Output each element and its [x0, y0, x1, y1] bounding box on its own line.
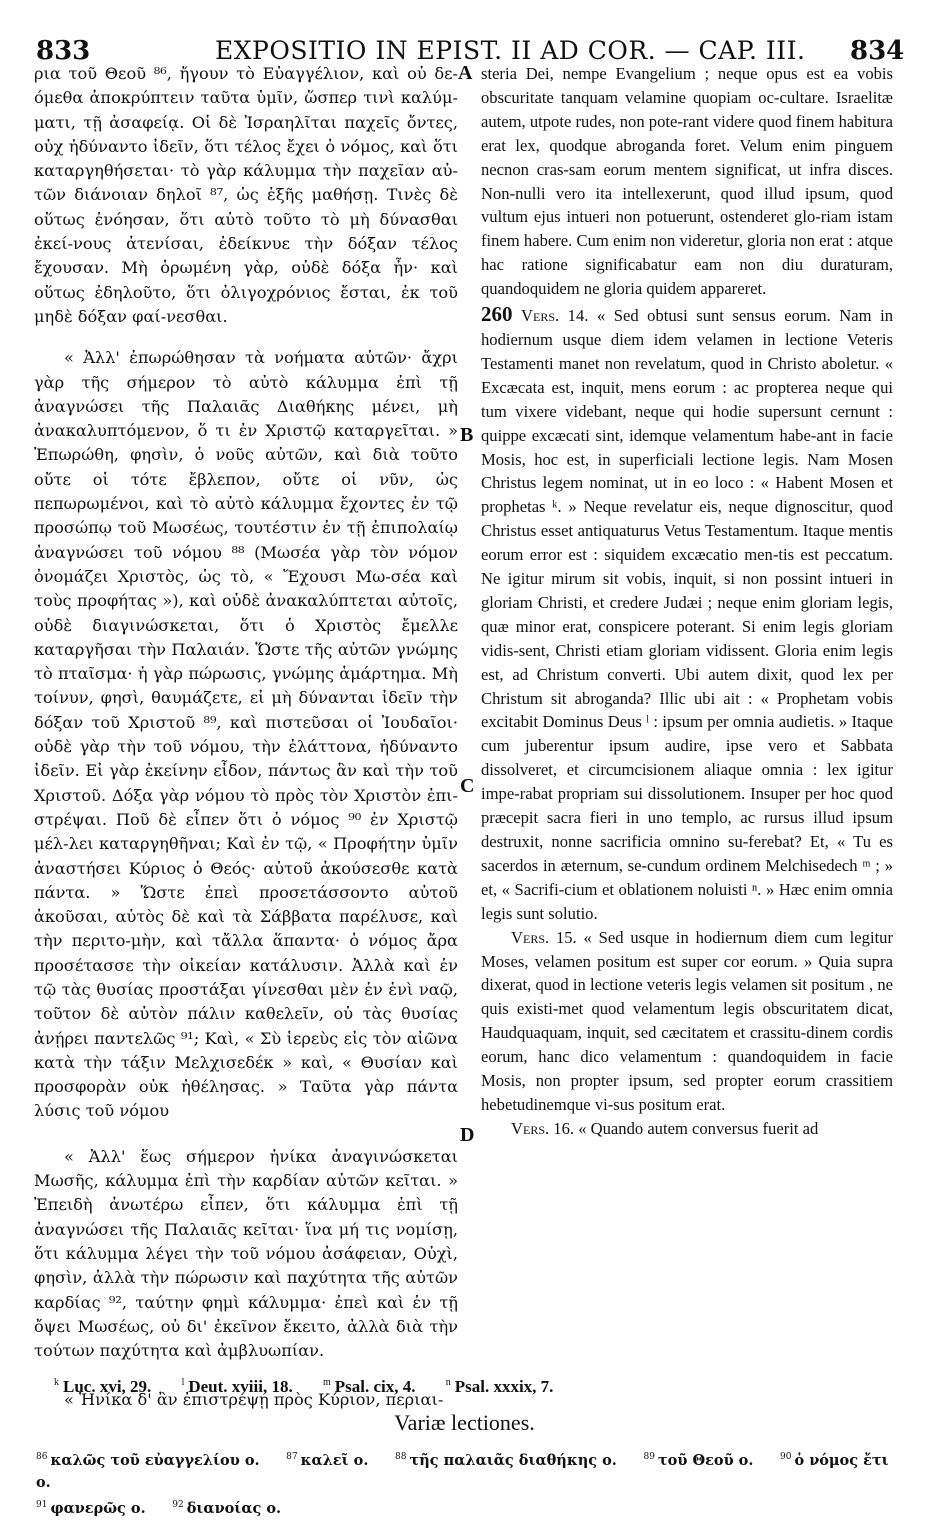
variant: $^{89}$ τοῦ Θεοῦ ο. [643, 1451, 754, 1469]
footnote: $^m$ Psal. cix, 4. [322, 1377, 416, 1396]
greek-paragraph-4: « Ἡνίκα δ' ἂν ἐπιστρέψῃ πρὸς Κύριον, περιαι- [64, 1390, 444, 1410]
footnote: $^l$ Deut. xviii, 18. [181, 1377, 293, 1396]
verse-label-16: Vers. 16. [511, 1118, 575, 1138]
variant: $^{86}$ καλῶς τοῦ εὐαγγελίου ο. [36, 1451, 260, 1469]
greek-paragraph-2: « Ἀλλ' ἐπωρώθησαν τὰ νοήματα αὐτῶν· ἄχρι γὰρ τῆς σήμερον τὸ αὐτὸ κάλυμμα ἐπὶ τῇ ἀναγνώσει τῆς Παλαιᾶς Διαθήκης μένει, μὴ ἀνακαλυπτόμενον, ὅ τι ἐν Χριστῷ καταργεῖται. » Ἐπωρώθη, φησὶν, ὁ νοῦς αὐτῶν, καὶ διὰ τοῦτο οὔτε οἱ τότε ἔβλεπον, οὔτε οἱ νῦν, ὡς πεπωρωμένοι, καὶ τὸ αὐτὸ κάλυμμα ἔχοντες ἐν τῷ προσώπῳ τοῦ Μωσέως, τουτέστιν ἐν τῇ ἐπιπολαίῳ ἀναγνώσει τοῦ νόμου ⁸⁸ (Μωσέα γὰρ τὸν νόμον ὀνομάζει Χριστὸς, ὡς τὸ, « Ἔχουσι Μω-σέα καὶ τοὺς προφήτας »), καὶ οὐδὲ ἀνακαλύπτεται αὐτοῖς, οὐδὲ διαγινώσκεται, ὅτι ὁ Χριστὸς ἔμελλε καταργῆσαι τὴν Παλαιάν. Ὥστε τῆς αὐτῶν γνώμης τὸ πταῖσμα· ἡ γὰρ πώρωσις, γνώμης ἁμάρτημα. Μὴ τοίνυν, φησὶ, θαυμάζετε, εἰ μὴ δύνανται ἰδεῖν τὴν δόξαν τοῦ Χριστοῦ ⁸⁹, καὶ πιστεῦσαι οἱ Ἰουδαῖοι· οὐδὲ γὰρ τὴν τοῦ νόμου, τὴν ἐλάττονα, ἠδύναντο ἰδεῖν. Εἰ γὰρ ἐκείνην εἶδον, πάντως ἂν καὶ τὴν τοῦ Χριστοῦ. Δόξα γὰρ νόμου τὸ πρὸς τὸν Χριστὸν ἐπι-στρέψαι. Ποῦ δὲ εἶπεν ὅτι ὁ νόμος ⁹⁰ ἐν Χριστῷ μέλ-λει καταργηθῆναι; Καὶ ἐν τῷ, « Προφήτην ὑμῖν ἀναστήσει Κύριος ὁ Θεός· αὐτοῦ ἀκούσεσθε κατὰ πάντα. » Ὥστε ἐπεὶ προσετάσσοντο αὐτοῦ ἀκοῦσαι, αὐτὸς δὲ καὶ τὰ Σάββατα παρέλυσε, καὶ τὴν περιτο-μὴν, καὶ τἄλλα ἅπαντα· ὁ νόμος ἄρα προσέτασσε τὴν οἰκείαν κατάλυσιν. Ἀλλὰ καὶ ἐν τῷ τὰς θυσίας προστάξαι γίνεσθαι μὲν ἐν ἑνὶ ναῷ, τοῦτον δὲ αὐτὸν πάλιν καθελεῖν, οὐ τὰς θυσίας ἀνῄρει παντελῶς ⁹¹; Καὶ, « Σὺ ἱερεὺς εἰς τὸν αἰῶνα κατὰ τὴν τάξιν Μελχισεδέκ » καὶ, « Θυσίαν καὶ προσφορὰν οὐκ ἠθέλησας. » Ταῦτα γὰρ πάντα λύσις τοῦ νόμου [34, 348, 458, 1121]
footnotes [54, 1377, 904, 1397]
latin-paragraph-2-text: « Sed obtusi sunt sensus eorum. Nam in hodiernum usque diem idem velamen in lectione Veteris Testamenti manet non revelatum, quod in Christo aboletur. « Excæcata est, inquit, mens eorum : ac propterea neque qui tum vixere videbant, neque qui hodie supersunt cernunt : quippe excæcati sint, idemque velamentum habe-ant in facie Mosis, hoc est, in superficiali lectione legis. Nam Mosen Christus legem nominat, ut in eo loco : « Habent Mosen et prophetas ᵏ. » Neque revelatur eis, neque dignoscitur, quod Christus esset antiquaturus Vetus Testamentum. Itaque mentis eorum error est : siquidem excæcatio men-tis est peccatum. Ne igitur mirum sit vobis, inquit, si non possint intueri in gloriam Christi, et credere Judæi ; neque enim gloriam legis, quæ minor erat, conspicere poterant. Si enim legis gloriam vidis-sent, Christi etiam gloriam vidissent. Gloria enim legis est, ad Christum converti. Ubi autem dixit, quod lex per Christum sit abroganda? Illic ubi ait : « Prophetam vobis excitabit Dominus Deus ˡ : ipsum per omnia audietis. » Itaque cum juberentur ipsum audire, ipse vero et Sabbata dissolveret, et circumcisionem aliaque omnia : lex igitur impe-rabat propriam sui dissolutionem. Insuper per hoc quod præcepit sacra fieri in uno templo, ac rursus illud ipsum destruxit, nonne sacrificia omnino su-ferebat? Et, « Tu es sacerdos in æternum, se-cundum ordinem Melchisedech ᵐ ; » et, « Sacrifi-cium et oblationem noluisti ⁿ. » Hæc enim omnia legis sunt solutio. [481, 306, 893, 923]
latin-paragraph-2 [481, 303, 893, 926]
latin-paragraph-4 [481, 1117, 893, 1141]
page-number-right: 834 [850, 36, 905, 66]
page-number-left: 833 [36, 36, 91, 66]
margin-marker-b: B [460, 424, 474, 446]
verse-label-15: Vers. 15. [511, 927, 577, 947]
greek-paragraph-3: « Ἀλλ' ἕως σήμερον ἡνίκα ἀναγινώσκεται Μωσῆς, κάλυμμα ἐπὶ τὴν καρδίαν αὐτῶν κεῖται. » Ἐπειδὴ ἀνωτέρω εἶπεν, ὅτι κάλυμμα ἐπὶ τῇ ἀναγνώσει τῆς Παλαιᾶς κεῖται· ἵνα μή τις νομίσῃ, ὅτι κάλυμμα λέγει τὴν τοῦ νόμου ἀσάφειαν, Οὐχὶ, φησὶν, ἀλλὰ τὴν πώρωσιν καὶ παχύτητα τῆς αὐτῶν καρδίας ⁹², ταύτην φημὶ κάλυμμα· ἐπεὶ καὶ ἐν τῇ ὄψει Μωσέως, οὐ δι' ἐκεῖνον ἔκειτο, ἀλλὰ διὰ τὴν τούτων παχύτητα καὶ ἀμβλυωπίαν. [34, 1146, 458, 1361]
latin-paragraph-3 [481, 926, 893, 1117]
latin-column [481, 62, 893, 1141]
greek-column [34, 62, 458, 1413]
variant-readings [36, 1446, 906, 1520]
footnote: $^k$ Luc. xvi, 29. [54, 1377, 152, 1396]
footnote: $^n$ Psal. xxxix, 7. [445, 1377, 554, 1396]
variant: $^{90}$ ὁ νόμος ἔτι ο. [36, 1451, 889, 1491]
greek-paragraph-1: ρια τοῦ Θεοῦ ⁸⁶, ἤγουν τὸ Εὐαγγέλιον, καὶ οὐ δε-όμεθα ἀποκρύπτειν ταῦτα ὑμῖν, ὥσπερ τινὶ καλύμ-ματι, τῇ ἀσαφείᾳ. Οἱ δὲ Ἰσραηλῖται παχεῖς ὄντες, οὐχ ἠδύναντο ἰδεῖν, ὅτι τέλος ἔχει ὁ νόμος, καὶ ὅτι καταργηθήσεται· τὸ γὰρ κάλυμμα τὴν παχεῖαν αὐ-τῶν διάνοιαν δηλοῖ ⁸⁷, ὡς ἑξῆς μαθήσῃ. Τινὲς δὲ οὕτως ἐνόησαν, ὅτι αὐτὸ τοῦτο τὸ μὴ δύνασθαι ἐκεί-νους ἀτενίσαι, ἐδείκνυε τὴν δόξαν τέλος ἔχουσαν. Μὴ ὁρωμένη γὰρ, οὐδὲ δόξα ἦν· καὶ οὕτως ἐδηλοῦτο, ὅτι ὀλιγοχρόνιος ἔσται, ἐκ τοῦ μηδὲ δόξαν φαί-νεσθαι. [34, 64, 458, 326]
running-title: EXPOSITIO IN EPIST. II AD COR. — CAP. III. [215, 36, 806, 65]
margin-marker-a: A [458, 62, 473, 84]
margin-marker-d: D [460, 1124, 475, 1146]
variant: $^{88}$ τῆς παλαιᾶς διαθήκης ο. [395, 1451, 617, 1469]
latin-paragraph-3-text: « Sed usque in hodiernum diem cum legitur Moses, velamen positum est super cor eorum. » Quia supra dixerat, quod in lectione veteris legis velamen sit positum , ne quis existi-met quod velamentum legis obscuritatem dicat, Haudquaquam, inquit, sed cæcitatem et crassitu-dinem cordis eorum, hanc dico velamentum : quandoquidem in facie Mosis, non propter ipsum, sed propter eorum crassitiem hebetudinemque vi-sus positum erat. [481, 927, 894, 1114]
column-number: 260 [481, 302, 513, 327]
variant: $^{92}$ διανοίας ο. [172, 1499, 282, 1517]
variants-heading: Variæ lectiones. [394, 1410, 535, 1435]
page-header [0, 10, 929, 66]
latin-paragraph-1: steria Dei, nempe Evangelium ; neque opus est ea vobis obscuritate tanquam velamine quopiam oc-cultare. Israelitæ autem, utpote rudes, non pote-rant videre quod finem habitura erat lex, quodque abroganda foret. Velum enim pinguem necnon cras-sam eorum mentem significat, ut infra disces. Non-nulli vero ita intellexerunt, quod illud ipsum, quod vultum ejus intueri non potuerunt, ostenderet glo-riam istam finem habere. Cum enim non videretur, gloria non erat : atque hac ratione significabatur eam non diu duraturam, quandoquidem ne gloria quidem appareret. [481, 64, 893, 299]
variant: $^{87}$ καλεῖ ο. [286, 1451, 369, 1469]
latin-paragraph-4-text: « Quando autem conversus fuerit ad [578, 1118, 819, 1138]
verse-label-14: Vers. 14. [521, 306, 589, 326]
margin-marker-c: C [460, 775, 475, 797]
variant: $^{91}$ φανερῶς ο. [36, 1499, 146, 1517]
